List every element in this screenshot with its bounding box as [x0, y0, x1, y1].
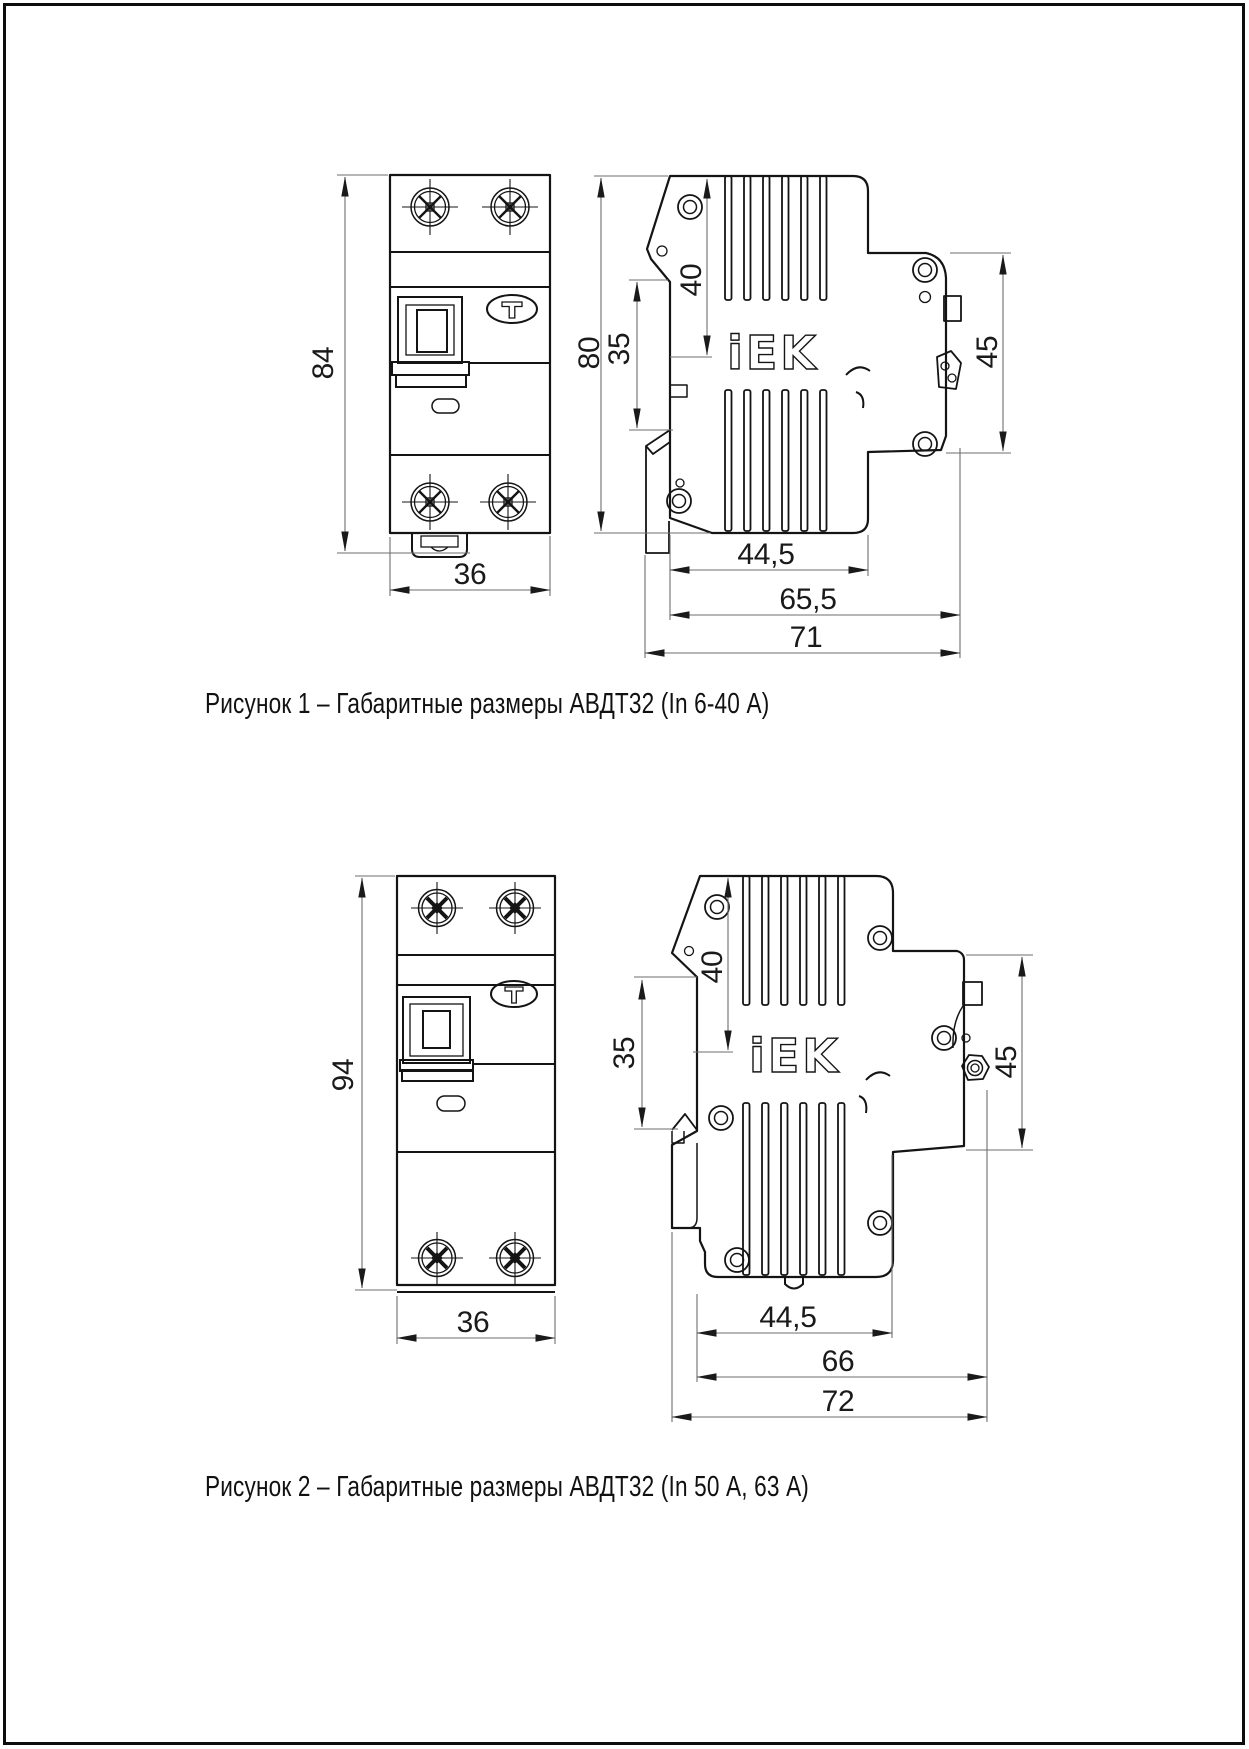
- indicator-window: [437, 1096, 465, 1111]
- dim-side-height: [573, 176, 710, 533]
- din-hook: [646, 430, 670, 454]
- dim-body-depth: [670, 538, 868, 571]
- terminal-latch: [937, 351, 961, 389]
- dim-label: 44,5: [737, 538, 795, 571]
- mold-mark: [866, 1072, 890, 1080]
- dim-label: 40: [696, 950, 729, 984]
- figure2-front-view: [397, 876, 555, 1292]
- terminal-screw-icon: [489, 1232, 541, 1284]
- dim-din-rail: [603, 280, 673, 430]
- test-button: [487, 295, 537, 323]
- terminal-screw-icon: [482, 179, 538, 235]
- dim-front-width: [390, 536, 550, 596]
- rail-stop-tab: [670, 385, 687, 397]
- toggle-lever: [400, 997, 473, 1081]
- din-hook: [672, 1114, 697, 1130]
- iek-logo: iEK: [749, 1029, 841, 1083]
- dim-terminal-span: [966, 955, 1033, 1150]
- wire-clamp: [963, 982, 982, 1005]
- indicator-window: [432, 399, 459, 413]
- terminal-screw-icon: [480, 474, 536, 530]
- terminal-screw-icon: [402, 474, 458, 530]
- figure2: [327, 876, 1033, 1422]
- figure1-caption: Рисунок 1 – Габаритные размеры АВДТ32 (In 6-40 А): [205, 688, 770, 720]
- rivet-boss-icon: [725, 1248, 749, 1272]
- dim-label: 36: [453, 558, 487, 591]
- dim-label: 94: [327, 1058, 360, 1092]
- rivet-boss-icon: [913, 432, 937, 456]
- rivet-boss-icon: [705, 895, 729, 919]
- dim-front-width: [397, 1296, 555, 1344]
- dim-label: 40: [675, 263, 708, 297]
- rivet-boss-icon: [913, 258, 937, 282]
- figure2-caption: Рисунок 2 – Габаритные размеры АВДТ32 (In 50 А, 63 А): [205, 1471, 810, 1503]
- iek-logo: iEK: [727, 326, 819, 380]
- dim-label: 45: [990, 1045, 1023, 1079]
- rivet-boss-icon: [678, 195, 702, 219]
- dim-top-section: [693, 878, 733, 1052]
- din-clip: [688, 1143, 697, 1228]
- dim-label: 45: [971, 335, 1004, 369]
- figure1-front-view: [390, 175, 550, 557]
- rivet-boss-icon: [709, 1106, 733, 1130]
- dim-label: 80: [573, 336, 606, 370]
- dim-depth-without-clip: [697, 1345, 987, 1378]
- dim-label: 71: [789, 621, 823, 654]
- dim-label: 65,5: [779, 583, 837, 616]
- terminal-screw-icon: [402, 179, 458, 235]
- dim-depth-without-clip: [670, 583, 960, 616]
- dim-terminal-span: [946, 253, 1011, 453]
- dim-top-section: [670, 179, 712, 357]
- dim-total-depth: [672, 1385, 987, 1418]
- dim-label: 36: [456, 1306, 490, 1339]
- mold-mark: [859, 1096, 866, 1113]
- figure2-side-view: [672, 876, 989, 1289]
- pole-tab: [785, 1277, 803, 1289]
- dim-total-depth: [645, 621, 960, 654]
- dim-label: 84: [307, 346, 340, 380]
- terminal-screw-icon: [411, 1232, 463, 1284]
- dim-label: 66: [821, 1345, 855, 1378]
- dim-body-depth: [697, 1301, 892, 1334]
- test-button-letter: [505, 987, 523, 1003]
- figure1-side-view: [646, 176, 961, 553]
- figure1: [307, 175, 1011, 658]
- test-button-letter: [502, 302, 522, 318]
- din-clip: [646, 446, 669, 553]
- mold-mark: [846, 367, 870, 375]
- terminal-screw-icon: [489, 882, 541, 934]
- terminal-screw-icon: [411, 882, 463, 934]
- toggle-lever: [392, 297, 469, 387]
- dim-label: 44,5: [759, 1301, 817, 1334]
- dim-label: 35: [608, 1036, 641, 1070]
- dim-label: 72: [821, 1385, 855, 1418]
- dim-label: 35: [603, 332, 636, 366]
- rivet-boss-icon: [868, 926, 892, 950]
- dim-front-height: [327, 876, 397, 1290]
- terminal-screw-head: [962, 1055, 989, 1080]
- mold-mark: [856, 392, 863, 408]
- rivet-boss-icon: [868, 1211, 892, 1235]
- dim-din-rail: [608, 977, 697, 1129]
